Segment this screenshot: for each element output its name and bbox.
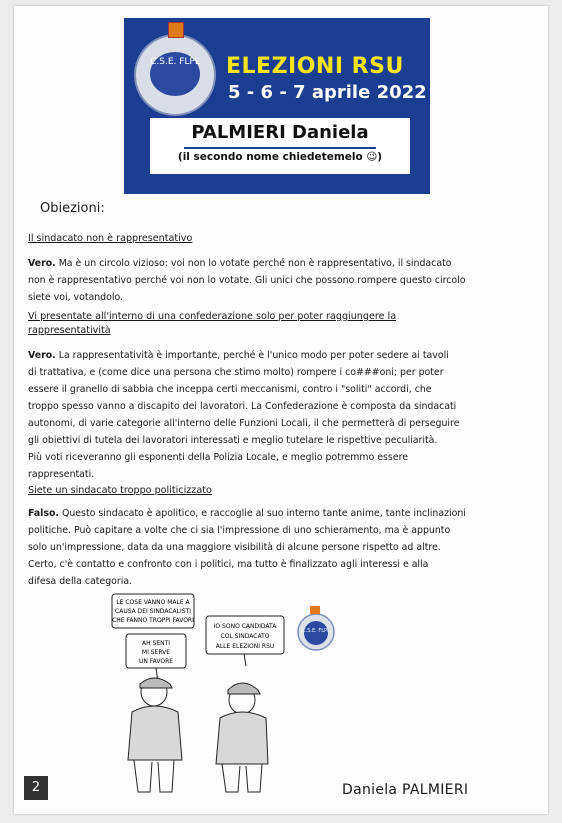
s3-line: politiche. Può capitare a volte che ci sia l'impressione di uno schieramento, ma è appunto	[28, 525, 451, 536]
s2-title-line: rappresentatività	[28, 325, 111, 336]
bubble-3-line: COL SINDACATO	[220, 633, 270, 640]
s1-line: non è rappresentativo perché voi non lo votate. Gli unici che possono rompere questo circolo	[28, 275, 466, 286]
bubble-2-line: UN FAVORE	[138, 658, 174, 665]
objections-heading: Obiezioni:	[40, 201, 105, 216]
s2-line: troppo spesso vanno a discapito dei lavoratori. La Confederazione è composta da sindacati	[28, 401, 457, 412]
section-3-title: Siete un sindacato troppo politicizzato	[28, 485, 212, 496]
s3-line: difesa della categoria.	[28, 576, 133, 587]
s2-line: autonomi, di varie categorie all'interno delle Funzioni Locali, il che permetterà di perseguire	[28, 418, 460, 429]
section-2-body	[28, 347, 534, 483]
s2-title-line: Vi presentate all'interno di una confederazione solo per poter raggiungere la	[28, 311, 397, 322]
name-underline	[184, 147, 376, 149]
candidate-name: PALMIERI Daniela	[191, 122, 369, 143]
s3-line: Certo, c'è contatto e confronto con i politici, ma tutto è finalizzato agli interessi e alla	[28, 559, 429, 570]
s2-line: rappresentati.	[28, 469, 95, 480]
section-1-title: Il sindacato non è rappresentativo	[28, 233, 193, 244]
cartoon-logo-text: C.S.E. FLPL	[302, 628, 330, 634]
bubble-1-line: CAUSA DEI SINDACALISTI	[115, 608, 191, 615]
page-number: 2	[24, 776, 48, 800]
section-3-body	[28, 505, 534, 590]
section-1-body	[28, 255, 534, 306]
s3-line: Falso. Questo sindacato è apolitico, e raccoglie al suo interno tante anime, tante inclinazioni	[28, 508, 466, 519]
cartoon-illustration	[54, 592, 384, 797]
document-page	[14, 6, 548, 814]
s3-line: solo un'impressione, data da una maggiore visibilità di alcune persone rispetto ad altre.	[28, 542, 441, 553]
logo-label: C.S.E. FLPL	[150, 52, 200, 96]
bubble-2-line: MI SERVE	[141, 649, 171, 656]
bubble-2-line: AH SENTI	[141, 640, 171, 647]
candidate-box	[150, 118, 410, 174]
flag-icon	[168, 22, 184, 38]
candidate-subtitle: (il secondo nome chiedetemelo 😉)	[177, 151, 383, 163]
bubble-3-line: ALLE ELEZIONI RSU	[215, 643, 275, 650]
bubble-1-line: LE COSE VANNO MALE A	[116, 599, 190, 606]
s2-line: di trattativa, e (come dice una persona che stimo molto) rompere i co###oni; per poter	[28, 367, 444, 378]
s1-line: siete voi, votandolo.	[28, 292, 124, 303]
lead-word: Falso.	[28, 508, 59, 519]
cse-flpl-logo	[134, 34, 216, 116]
s1-line: Vero. Ma è un circolo vizioso: voi non lo votate perché non è rappresentativo, il sindacato	[28, 258, 452, 269]
s2-line: gli obiettivi di tutela dei lavoratori interessati e meglio tutelare le rispettive peculiarità.	[28, 435, 438, 446]
lead-word: Vero.	[28, 350, 56, 361]
banner-title: ELEZIONI RSU	[226, 54, 404, 79]
s2-line: Più voti riceveranno gli esponenti della Polizia Locale, e meglio potremmo essere	[28, 452, 409, 463]
s2-line: Vero. La rappresentatività è importante, perché è l'unico modo per poter sedere ai tavoli	[28, 350, 449, 361]
election-banner	[124, 18, 430, 194]
bubble-3-line: IO SONO CANDIDATA	[213, 623, 277, 630]
signature: Daniela PALMIERI	[342, 782, 469, 798]
banner-dates: 5 - 6 - 7 aprile 2022	[228, 82, 427, 103]
bubble-1-line: CHE FANNO TROPPI FAVORI	[112, 617, 194, 624]
section-2-title	[28, 310, 534, 338]
lead-word: Vero.	[28, 258, 56, 269]
s2-line: essere il granello di sabbia che inceppa certi meccanismi, contro i "soliti" accordi, che	[28, 384, 432, 395]
